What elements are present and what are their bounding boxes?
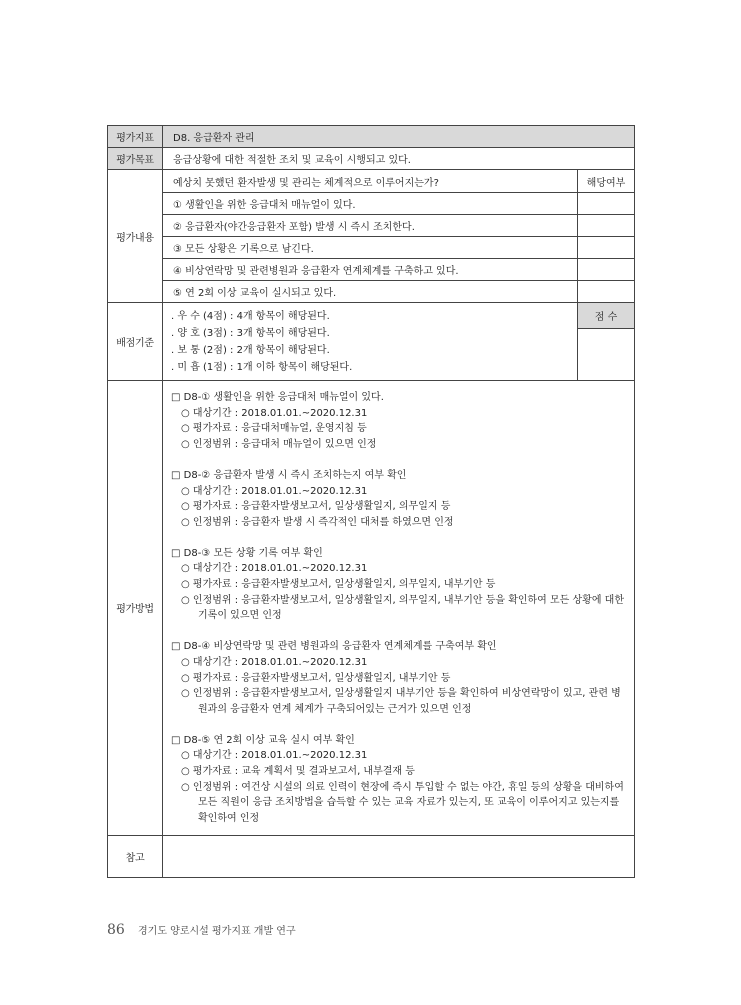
method-row <box>108 381 635 836</box>
indicator-label: 평가지표 <box>108 126 163 148</box>
method-title: □ D8-④ 비상연락망 및 관련 병원과의 응급환자 연계체계를 구축여부 확인 <box>171 641 497 653</box>
method-item: ○ 대상기간 : 2018.01.01.~2020.12.31 <box>181 750 368 762</box>
method-item: ○ 인정범위 : 응급환자발생보고서, 일상생활일지, 의무일지, 내부기안 등을 확인하여 모든 상황에 대한 기록이 있으면 인정 <box>181 594 624 622</box>
content-item: ③ 모든 상황은 기록으로 남긴다. <box>163 237 578 259</box>
method-label: 평가방법 <box>108 381 163 836</box>
criteria-item: . 보 통 (2점) : 2개 항목이 해당된다. <box>171 344 330 356</box>
method-title: □ D8-⑤ 연 2회 이상 교육 실시 여부 확인 <box>171 734 355 746</box>
content-item-row <box>108 237 635 259</box>
method-section <box>171 546 626 625</box>
content-item: ② 응급환자(야간응급환자 포함) 발생 시 즉시 조치한다. <box>163 215 578 237</box>
goal-row <box>108 148 635 170</box>
evaluation-table <box>107 125 635 878</box>
note-label: 참고 <box>108 835 163 877</box>
applicable-check <box>578 193 635 215</box>
score-label: 점 수 <box>578 303 635 329</box>
applicable-check <box>578 215 635 237</box>
method-section <box>171 390 626 453</box>
content-item: ① 생활인을 위한 응급대처 매뉴얼이 있다. <box>163 193 578 215</box>
method-item: ○ 인정범위 : 응급환자 발생 시 즉각적인 대처를 하였으면 인정 <box>181 516 454 528</box>
criteria-label: 배점기준 <box>108 303 163 381</box>
method-section <box>171 468 626 531</box>
goal-label: 평가목표 <box>108 148 163 170</box>
method-section <box>171 639 626 718</box>
indicator-row <box>108 126 635 148</box>
footer-title: 경기도 양로시설 평가지표 개발 연구 <box>138 926 296 937</box>
criteria-item: . 우 수 (4점) : 4개 항목이 해당된다. <box>171 310 330 322</box>
content-question: 예상치 못했던 환자발생 및 관리는 체계적으로 이루어지는가? <box>163 170 578 193</box>
criteria-row <box>108 303 635 329</box>
method-item: ○ 평가자료 : 응급환자발생보고서, 일상생활일지, 의무일지, 내부기안 등 <box>181 579 496 591</box>
method-title: □ D8-① 생활인을 위한 응급대처 매뉴얼이 있다. <box>171 392 384 403</box>
goal-value: 응급상황에 대한 적절한 조치 및 교육이 시행되고 있다. <box>163 148 635 170</box>
indicator-value: D8. 응급환자 관리 <box>163 126 635 148</box>
content-item-row <box>108 259 635 281</box>
method-item: ○ 대상기간 : 2018.01.01.~2020.12.31 <box>181 656 368 668</box>
page-footer <box>107 922 296 938</box>
content-question-row <box>108 170 635 193</box>
method-item: ○ 평가자료 : 응급환자발생보고서, 일상생활일지, 의무일지 등 <box>181 501 451 513</box>
method-title: □ D8-② 응급환자 발생 시 즉시 조치하는지 여부 확인 <box>171 469 407 481</box>
content-item: ⑤ 연 2회 이상 교육이 실시되고 있다. <box>163 281 578 303</box>
applicable-check <box>578 237 635 259</box>
content-item: ④ 비상연락망 및 관련병원과 응급환자 연계체계를 구축하고 있다. <box>163 259 578 281</box>
criteria-item: . 미 흡 (1점) : 1개 이하 항목이 해당된다. <box>171 361 353 373</box>
method-section <box>171 733 626 827</box>
method-item: ○ 평가자료 : 교육 계획서 및 결과보고서, 내부결재 등 <box>181 766 415 778</box>
criteria-list <box>163 303 578 381</box>
method-item: ○ 평가자료 : 응급환자발생보고서, 일상생활일지, 내부기안 등 <box>181 672 451 684</box>
content-item-row <box>108 193 635 215</box>
content-item-row <box>108 281 635 303</box>
method-title: □ D8-③ 모든 상황 기록 여부 확인 <box>171 547 323 559</box>
applicable-check <box>578 281 635 303</box>
score-value <box>578 329 635 381</box>
method-item: ○ 인정범위 : 여건상 시설의 의료 인력이 현장에 즉시 투입할 수 없는 야간, 휴일 등의 상황을 대비하여 모든 직원이 응급 조치방법을 습득할 수 있는 교육 자료가 있는지, 또 교육이 이루어지고 있는지를 확인하여 인정 <box>181 781 624 825</box>
note-content <box>163 835 635 877</box>
method-item: ○ 인정범위 : 응급대처 매뉴얼이 있으면 인정 <box>181 439 377 451</box>
content-item-row <box>108 215 635 237</box>
method-item: ○ 평가자료 : 응급대처매뉴얼, 운영지침 등 <box>181 423 367 435</box>
note-row <box>108 835 635 877</box>
method-content <box>163 381 635 836</box>
method-item: ○ 대상기간 : 2018.01.01.~2020.12.31 <box>181 407 368 419</box>
criteria-item: . 양 호 (3점) : 3개 항목이 해당된다. <box>171 327 330 339</box>
method-item: ○ 대상기간 : 2018.01.01.~2020.12.31 <box>181 485 368 497</box>
method-item: ○ 대상기간 : 2018.01.01.~2020.12.31 <box>181 563 368 575</box>
content-label: 평가내용 <box>108 170 163 303</box>
page-number: 86 <box>107 922 125 938</box>
applicable-check <box>578 259 635 281</box>
applicable-label: 해당여부 <box>578 170 635 193</box>
method-item: ○ 인정범위 : 응급환자발생보고서, 일상생활일지 내부기안 등을 확인하여 비상연락망이 있고, 관련 병원과의 응급환자 연계 체계가 구축되어있는 근거가 있으면 인정 <box>181 688 621 715</box>
